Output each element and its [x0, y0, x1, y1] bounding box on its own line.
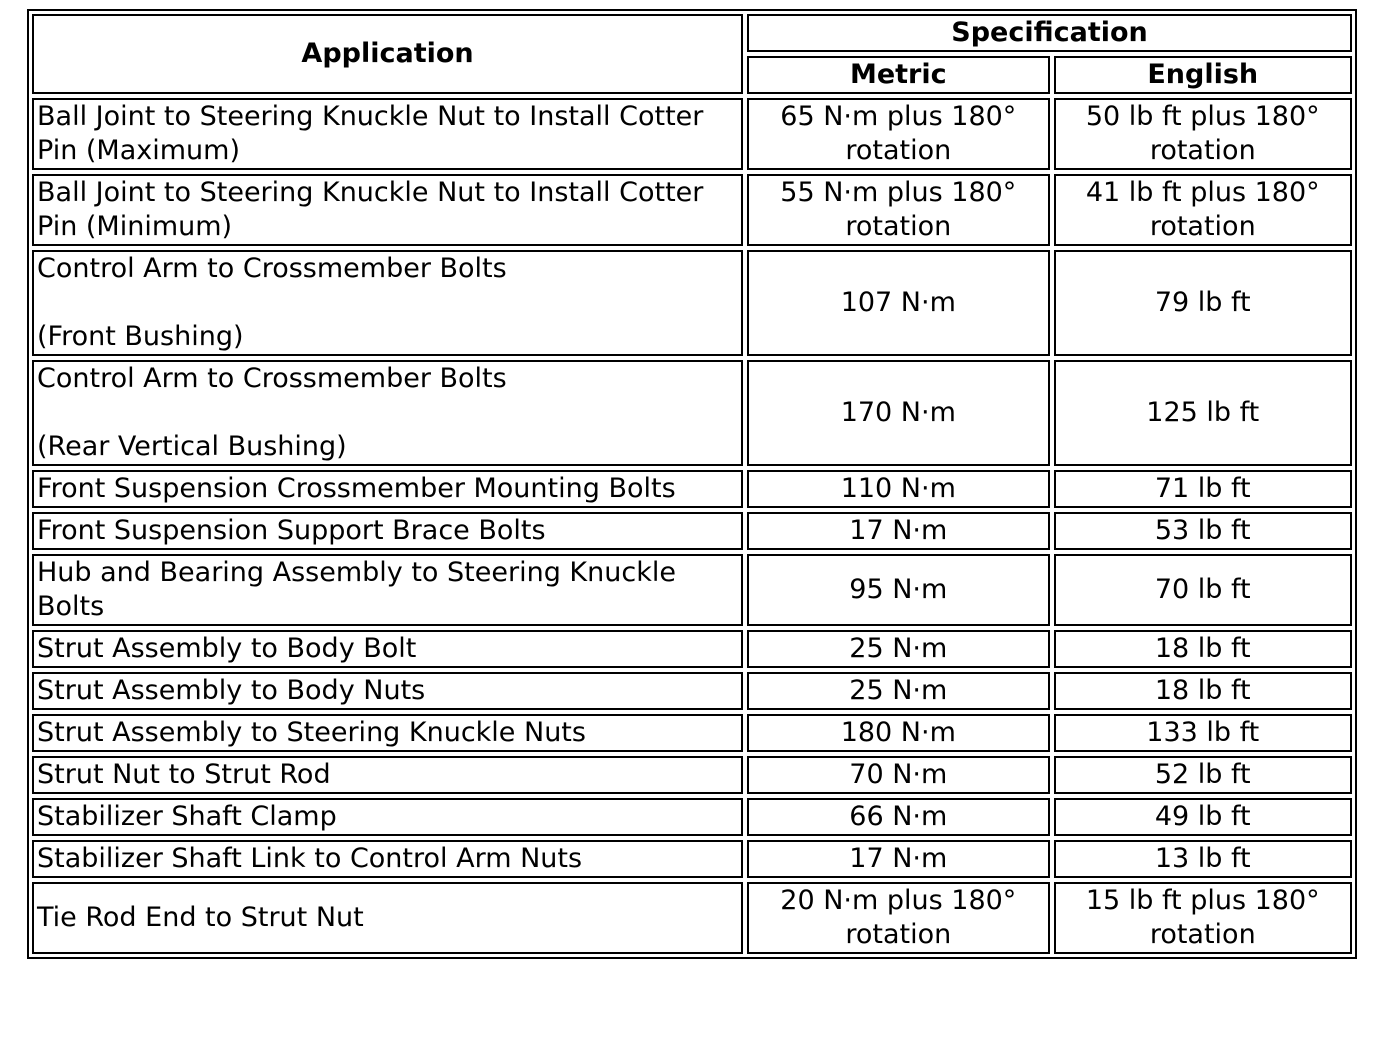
metric-cell: 107 N·m: [747, 250, 1049, 356]
table-row: [32, 512, 1352, 550]
metric-header: Metric: [747, 56, 1049, 94]
table-row: [32, 882, 1352, 954]
metric-cell: 17 N·m: [747, 512, 1049, 550]
application-cell: Ball Joint to Steering Knuckle Nut to Install Cotter Pin (Maximum): [32, 98, 743, 170]
table-row: [32, 672, 1352, 710]
application-cell: Stabilizer Shaft Link to Control Arm Nuts: [32, 840, 743, 878]
metric-cell: 70 N·m: [747, 756, 1049, 794]
table-row: [32, 250, 1352, 356]
table-row: [32, 798, 1352, 836]
english-cell: 52 lb ft: [1054, 756, 1352, 794]
table-row: [32, 174, 1352, 246]
table-body: [32, 98, 1352, 954]
table-row: [32, 98, 1352, 170]
english-header: English: [1054, 56, 1352, 94]
english-cell: 18 lb ft: [1054, 672, 1352, 710]
header-row-top: [32, 14, 1352, 52]
application-cell: Strut Assembly to Body Bolt: [32, 630, 743, 668]
english-cell: 13 lb ft: [1054, 840, 1352, 878]
english-cell: 70 lb ft: [1054, 554, 1352, 626]
application-cell: Tie Rod End to Strut Nut: [32, 882, 743, 954]
application-cell: Stabilizer Shaft Clamp: [32, 798, 743, 836]
table-row: [32, 630, 1352, 668]
metric-cell: 66 N·m: [747, 798, 1049, 836]
metric-cell: 55 N·m plus 180° rotation: [747, 174, 1049, 246]
metric-cell: 20 N·m plus 180° rotation: [747, 882, 1049, 954]
table-row: [32, 756, 1352, 794]
table-row: [32, 554, 1352, 626]
english-cell: 15 lb ft plus 180° rotation: [1054, 882, 1352, 954]
application-cell: Strut Assembly to Steering Knuckle Nuts: [32, 714, 743, 752]
specification-header: Specification: [747, 14, 1352, 52]
table-row: [32, 360, 1352, 466]
application-cell: Hub and Bearing Assembly to Steering Knuckle Bolts: [32, 554, 743, 626]
application-cell: Front Suspension Support Brace Bolts: [32, 512, 743, 550]
application-cell: Ball Joint to Steering Knuckle Nut to Install Cotter Pin (Minimum): [32, 174, 743, 246]
english-cell: 41 lb ft plus 180° rotation: [1054, 174, 1352, 246]
metric-cell: 170 N·m: [747, 360, 1049, 466]
metric-cell: 65 N·m plus 180° rotation: [747, 98, 1049, 170]
table-row: [32, 714, 1352, 752]
english-cell: 125 lb ft: [1054, 360, 1352, 466]
metric-cell: 25 N·m: [747, 672, 1049, 710]
table-row: [32, 470, 1352, 508]
english-cell: 50 lb ft plus 180° rotation: [1054, 98, 1352, 170]
application-cell: Control Arm to Crossmember Bolts (Rear Vertical Bushing): [32, 360, 743, 466]
application-cell: Front Suspension Crossmember Mounting Bolts: [32, 470, 743, 508]
application-cell: Strut Nut to Strut Rod: [32, 756, 743, 794]
application-cell: Control Arm to Crossmember Bolts (Front Bushing): [32, 250, 743, 356]
metric-cell: 110 N·m: [747, 470, 1049, 508]
metric-cell: 17 N·m: [747, 840, 1049, 878]
metric-cell: 180 N·m: [747, 714, 1049, 752]
torque-spec-table: [28, 10, 1356, 958]
english-cell: 53 lb ft: [1054, 512, 1352, 550]
spec-table-frame: [27, 9, 1357, 959]
english-cell: 49 lb ft: [1054, 798, 1352, 836]
english-cell: 133 lb ft: [1054, 714, 1352, 752]
application-cell: Strut Assembly to Body Nuts: [32, 672, 743, 710]
metric-cell: 25 N·m: [747, 630, 1049, 668]
table-row: [32, 840, 1352, 878]
application-header: Application: [32, 14, 743, 94]
metric-cell: 95 N·m: [747, 554, 1049, 626]
english-cell: 71 lb ft: [1054, 470, 1352, 508]
english-cell: 18 lb ft: [1054, 630, 1352, 668]
english-cell: 79 lb ft: [1054, 250, 1352, 356]
